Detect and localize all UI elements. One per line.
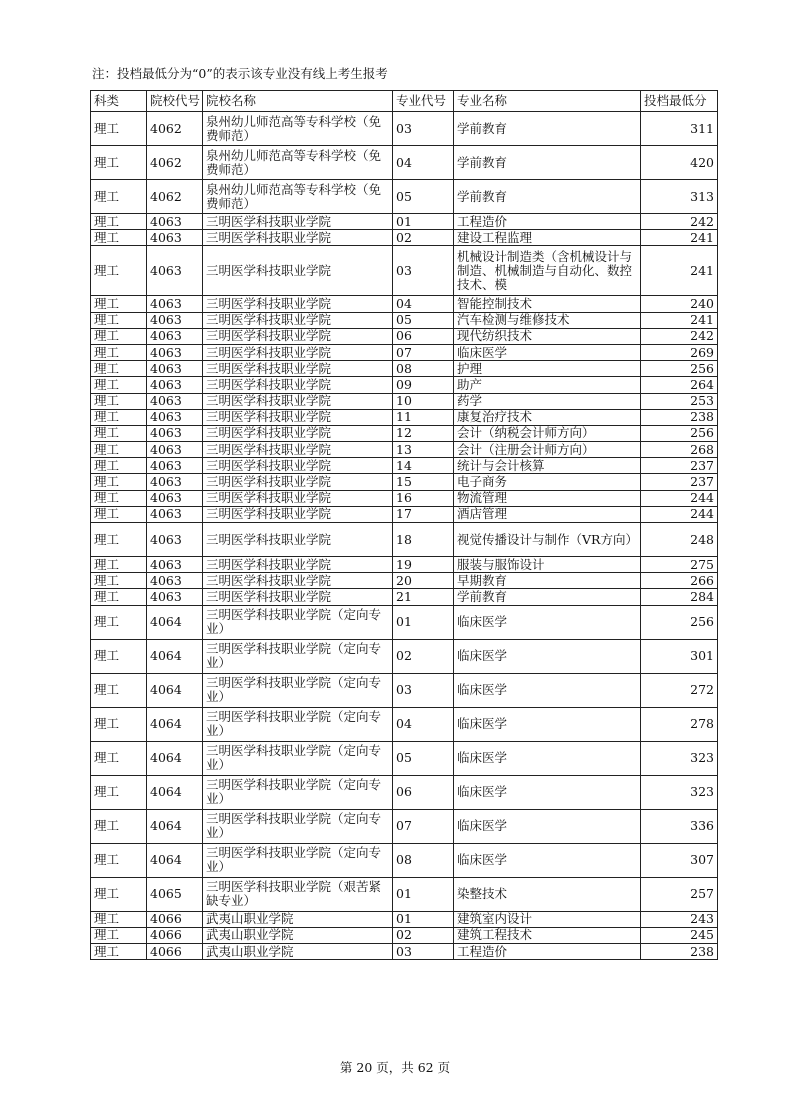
category-cell: 理工 [91,673,147,707]
school-name-cell: 三明医学科技职业学院 [203,214,393,230]
major-code-cell: 07 [393,809,454,843]
school-name-cell: 三明医学科技职业学院 [203,344,393,360]
table-row [91,775,718,809]
table-row [91,911,718,927]
school-name-cell: 三明医学科技职业学院 [203,573,393,589]
school-name-cell: 三明医学科技职业学院 [203,506,393,522]
category-cell: 理工 [91,112,147,146]
min-score-cell: 240 [641,296,718,312]
major-code-cell: 14 [393,458,454,474]
school-code-cell: 4064 [147,741,203,775]
category-cell: 理工 [91,741,147,775]
school-code-cell: 4065 [147,877,203,911]
major-name-cell: 临床医学 [454,344,641,360]
major-name-cell: 会计（注册会计师方向） [454,442,641,458]
major-code-cell: 05 [393,312,454,328]
table-row [91,741,718,775]
major-code-cell: 19 [393,557,454,573]
school-code-cell: 4064 [147,775,203,809]
school-name-cell: 三明医学科技职业学院 [203,296,393,312]
category-cell: 理工 [91,707,147,741]
school-name-cell: 武夷山职业学院 [203,911,393,927]
school-code-cell: 4063 [147,377,203,393]
major-code-cell: 06 [393,328,454,344]
major-name-cell: 护理 [454,361,641,377]
major-name-cell: 临床医学 [454,673,641,707]
school-name-cell: 三明医学科技职业学院 [203,328,393,344]
major-name-cell: 视觉传播设计与制作（VR方向） [454,523,641,557]
min-score-cell: 256 [641,605,718,639]
table-row [91,589,718,605]
table-row [91,943,718,959]
major-code-cell: 10 [393,393,454,409]
major-code-cell: 11 [393,409,454,425]
major-code-cell: 05 [393,180,454,214]
major-name-cell: 临床医学 [454,843,641,877]
major-name-cell: 电子商务 [454,474,641,490]
major-code-cell: 07 [393,344,454,360]
min-score-cell: 242 [641,328,718,344]
category-cell: 理工 [91,180,147,214]
school-name-cell: 三明医学科技职业学院 [203,458,393,474]
min-score-cell: 256 [641,425,718,441]
category-cell: 理工 [91,146,147,180]
major-name-cell: 临床医学 [454,639,641,673]
category-cell: 理工 [91,425,147,441]
school-code-cell: 4063 [147,409,203,425]
table-row [91,146,718,180]
min-score-cell: 323 [641,775,718,809]
category-cell: 理工 [91,523,147,557]
school-name-cell: 三明医学科技职业学院（定向专业） [203,707,393,741]
min-score-cell: 264 [641,377,718,393]
major-name-cell: 临床医学 [454,775,641,809]
school-code-cell: 4064 [147,605,203,639]
school-name-cell: 三明医学科技职业学院 [203,377,393,393]
min-score-cell: 241 [641,246,718,296]
table-header-row [91,91,718,112]
table-row [91,230,718,246]
school-code-cell: 4063 [147,344,203,360]
min-score-cell: 248 [641,523,718,557]
major-name-cell: 机械设计制造类（含机械设计与制造、机械制造与自动化、数控技术、模 [454,246,641,296]
major-name-cell: 建筑室内设计 [454,911,641,927]
major-code-cell: 03 [393,673,454,707]
major-code-cell: 01 [393,605,454,639]
major-name-cell: 工程造价 [454,943,641,959]
min-score-cell: 307 [641,843,718,877]
category-cell: 理工 [91,296,147,312]
table-row [91,312,718,328]
major-name-cell: 早期教育 [454,573,641,589]
header-min-score: 投档最低分 [641,91,718,112]
min-score-cell: 243 [641,911,718,927]
school-name-cell: 三明医学科技职业学院（定向专业） [203,843,393,877]
table-row [91,377,718,393]
major-code-cell: 04 [393,296,454,312]
table-row [91,180,718,214]
min-score-cell: 420 [641,146,718,180]
category-cell: 理工 [91,573,147,589]
min-score-cell: 238 [641,409,718,425]
table-row [91,474,718,490]
category-cell: 理工 [91,214,147,230]
school-name-cell: 三明医学科技职业学院（艰苦紧缺专业） [203,877,393,911]
table-row [91,361,718,377]
table-row [91,523,718,557]
category-cell: 理工 [91,328,147,344]
min-score-cell: 241 [641,230,718,246]
major-code-cell: 01 [393,877,454,911]
category-cell: 理工 [91,344,147,360]
table-row [91,458,718,474]
school-name-cell: 三明医学科技职业学院 [203,557,393,573]
table-body [91,112,718,960]
table-row [91,328,718,344]
min-score-cell: 245 [641,927,718,943]
major-name-cell: 智能控制技术 [454,296,641,312]
major-name-cell: 工程造价 [454,214,641,230]
major-code-cell: 12 [393,425,454,441]
major-name-cell: 临床医学 [454,741,641,775]
table-row [91,605,718,639]
major-code-cell: 09 [393,377,454,393]
major-code-cell: 06 [393,775,454,809]
major-code-cell: 13 [393,442,454,458]
major-name-cell: 物流管理 [454,490,641,506]
category-cell: 理工 [91,490,147,506]
major-code-cell: 08 [393,361,454,377]
table-row [91,214,718,230]
school-code-cell: 4063 [147,474,203,490]
school-code-cell: 4064 [147,707,203,741]
major-name-cell: 助产 [454,377,641,393]
category-cell: 理工 [91,605,147,639]
major-code-cell: 20 [393,573,454,589]
school-name-cell: 三明医学科技职业学院（定向专业） [203,741,393,775]
min-score-cell: 268 [641,442,718,458]
school-name-cell: 武夷山职业学院 [203,943,393,959]
school-code-cell: 4064 [147,843,203,877]
major-name-cell: 临床医学 [454,809,641,843]
major-code-cell: 15 [393,474,454,490]
major-name-cell: 临床医学 [454,605,641,639]
category-cell: 理工 [91,843,147,877]
school-name-cell: 三明医学科技职业学院（定向专业） [203,809,393,843]
table-row [91,393,718,409]
category-cell: 理工 [91,911,147,927]
table-row [91,490,718,506]
category-cell: 理工 [91,877,147,911]
school-code-cell: 4063 [147,458,203,474]
table-row [91,442,718,458]
table-row [91,409,718,425]
min-score-cell: 266 [641,573,718,589]
major-name-cell: 学前教育 [454,112,641,146]
min-score-cell: 242 [641,214,718,230]
major-name-cell: 汽车检测与维修技术 [454,312,641,328]
major-code-cell: 03 [393,943,454,959]
school-name-cell: 三明医学科技职业学院 [203,425,393,441]
school-code-cell: 4063 [147,296,203,312]
category-cell: 理工 [91,393,147,409]
school-name-cell: 三明医学科技职业学院 [203,361,393,377]
table-row [91,927,718,943]
major-name-cell: 康复治疗技术 [454,409,641,425]
major-code-cell: 21 [393,589,454,605]
min-score-cell: 311 [641,112,718,146]
school-name-cell: 泉州幼儿师范高等专科学校（免费师范） [203,112,393,146]
header-major-name: 专业名称 [454,91,641,112]
school-code-cell: 4063 [147,214,203,230]
min-score-cell: 257 [641,877,718,911]
category-cell: 理工 [91,589,147,605]
min-score-cell: 301 [641,639,718,673]
table-row [91,344,718,360]
major-name-cell: 统计与会计核算 [454,458,641,474]
category-cell: 理工 [91,409,147,425]
header-major-code: 专业代号 [393,91,454,112]
major-name-cell: 会计（纳税会计师方向） [454,425,641,441]
school-code-cell: 4062 [147,180,203,214]
school-code-cell: 4066 [147,911,203,927]
min-score-cell: 237 [641,474,718,490]
school-name-cell: 武夷山职业学院 [203,927,393,943]
school-name-cell: 三明医学科技职业学院 [203,230,393,246]
school-name-cell: 三明医学科技职业学院 [203,589,393,605]
table-row [91,557,718,573]
min-score-cell: 253 [641,393,718,409]
min-score-cell: 269 [641,344,718,360]
school-code-cell: 4066 [147,943,203,959]
school-code-cell: 4064 [147,809,203,843]
min-score-cell: 241 [641,312,718,328]
school-name-cell: 三明医学科技职业学院（定向专业） [203,673,393,707]
school-name-cell: 泉州幼儿师范高等专科学校（免费师范） [203,180,393,214]
major-name-cell: 服装与服饰设计 [454,557,641,573]
category-cell: 理工 [91,927,147,943]
min-score-cell: 237 [641,458,718,474]
table-row [91,639,718,673]
category-cell: 理工 [91,506,147,522]
category-cell: 理工 [91,458,147,474]
school-name-cell: 三明医学科技职业学院 [203,523,393,557]
school-code-cell: 4063 [147,312,203,328]
table-row [91,673,718,707]
category-cell: 理工 [91,557,147,573]
min-score-cell: 313 [641,180,718,214]
school-name-cell: 三明医学科技职业学院 [203,442,393,458]
school-name-cell: 三明医学科技职业学院（定向专业） [203,775,393,809]
school-code-cell: 4063 [147,361,203,377]
school-code-cell: 4063 [147,246,203,296]
min-score-cell: 272 [641,673,718,707]
admission-table [90,90,718,960]
table-row [91,573,718,589]
major-code-cell: 01 [393,911,454,927]
major-code-cell: 17 [393,506,454,522]
major-code-cell: 02 [393,639,454,673]
min-score-cell: 278 [641,707,718,741]
table-row [91,296,718,312]
school-code-cell: 4063 [147,573,203,589]
major-name-cell: 酒店管理 [454,506,641,522]
table-row [91,877,718,911]
category-cell: 理工 [91,442,147,458]
school-code-cell: 4063 [147,506,203,522]
major-name-cell: 临床医学 [454,707,641,741]
major-code-cell: 01 [393,214,454,230]
major-name-cell: 建设工程监理 [454,230,641,246]
school-name-cell: 三明医学科技职业学院 [203,393,393,409]
major-name-cell: 学前教育 [454,146,641,180]
table-row [91,843,718,877]
category-cell: 理工 [91,230,147,246]
school-code-cell: 4063 [147,425,203,441]
major-code-cell: 03 [393,112,454,146]
category-cell: 理工 [91,361,147,377]
header-category: 科类 [91,91,147,112]
school-code-cell: 4063 [147,230,203,246]
major-code-cell: 18 [393,523,454,557]
major-code-cell: 04 [393,146,454,180]
min-score-cell: 284 [641,589,718,605]
school-code-cell: 4062 [147,146,203,180]
header-school-code: 院校代号 [147,91,203,112]
major-code-cell: 16 [393,490,454,506]
min-score-cell: 336 [641,809,718,843]
min-score-cell: 244 [641,506,718,522]
category-cell: 理工 [91,639,147,673]
min-score-cell: 275 [641,557,718,573]
category-cell: 理工 [91,474,147,490]
school-code-cell: 4064 [147,673,203,707]
major-code-cell: 04 [393,707,454,741]
school-code-cell: 4063 [147,589,203,605]
school-name-cell: 三明医学科技职业学院 [203,490,393,506]
table-row [91,506,718,522]
school-code-cell: 4063 [147,490,203,506]
min-score-cell: 238 [641,943,718,959]
school-name-cell: 三明医学科技职业学院 [203,474,393,490]
major-name-cell: 学前教育 [454,180,641,214]
page-footer: 第 20 页，共 62 页 [339,1060,451,1075]
school-code-cell: 4063 [147,393,203,409]
school-name-cell: 三明医学科技职业学院 [203,409,393,425]
school-name-cell: 三明医学科技职业学院 [203,246,393,296]
major-code-cell: 05 [393,741,454,775]
category-cell: 理工 [91,775,147,809]
table-row [91,246,718,296]
major-code-cell: 02 [393,230,454,246]
min-score-cell: 256 [641,361,718,377]
major-name-cell: 现代纺织技术 [454,328,641,344]
school-code-cell: 4062 [147,112,203,146]
table-row [91,112,718,146]
school-code-cell: 4063 [147,328,203,344]
major-code-cell: 08 [393,843,454,877]
school-name-cell: 三明医学科技职业学院 [203,312,393,328]
category-cell: 理工 [91,246,147,296]
category-cell: 理工 [91,943,147,959]
major-name-cell: 建筑工程技术 [454,927,641,943]
major-name-cell: 学前教育 [454,589,641,605]
school-name-cell: 三明医学科技职业学院（定向专业） [203,639,393,673]
school-code-cell: 4066 [147,927,203,943]
major-code-cell: 02 [393,927,454,943]
major-name-cell: 药学 [454,393,641,409]
school-name-cell: 泉州幼儿师范高等专科学校（免费师范） [203,146,393,180]
school-code-cell: 4063 [147,442,203,458]
table-row [91,809,718,843]
header-school-name: 院校名称 [203,91,393,112]
table-row [91,707,718,741]
min-score-cell: 244 [641,490,718,506]
table-row [91,425,718,441]
category-cell: 理工 [91,312,147,328]
major-code-cell: 03 [393,246,454,296]
school-code-cell: 4063 [147,523,203,557]
min-score-cell: 323 [641,741,718,775]
page-note: 注：投档最低分为“0”的表示该专业没有线上考生报考 [92,66,388,81]
major-name-cell: 染整技术 [454,877,641,911]
school-code-cell: 4063 [147,557,203,573]
school-code-cell: 4064 [147,639,203,673]
category-cell: 理工 [91,377,147,393]
category-cell: 理工 [91,809,147,843]
school-name-cell: 三明医学科技职业学院（定向专业） [203,605,393,639]
